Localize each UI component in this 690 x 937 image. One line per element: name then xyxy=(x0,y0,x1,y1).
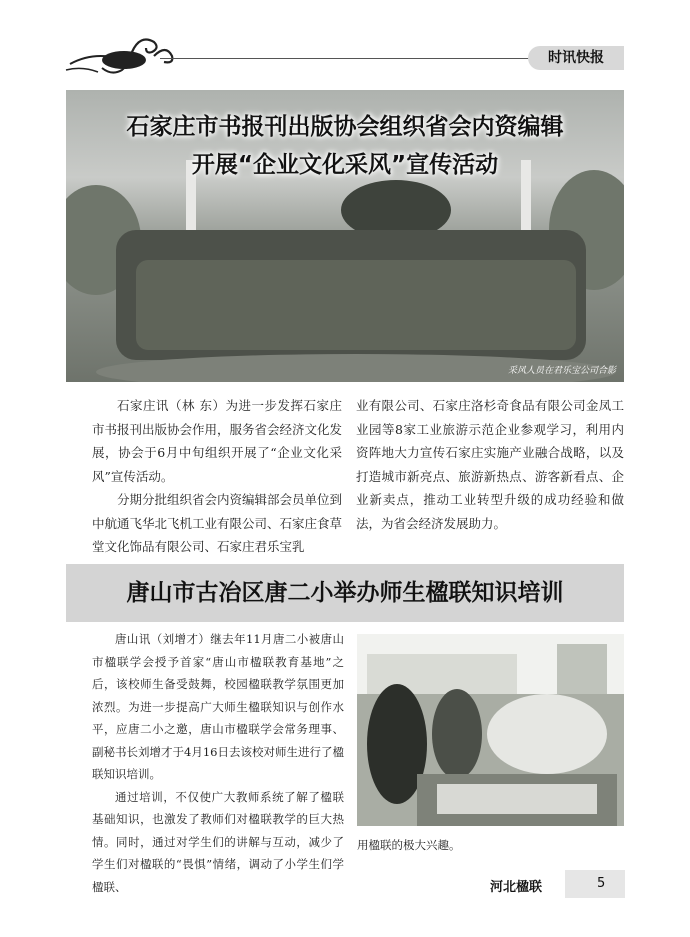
decorative-cloud-logo xyxy=(62,30,177,80)
page-number: 5 xyxy=(597,876,606,891)
section-label: 时讯快报 xyxy=(528,46,624,70)
article1-headline-line1: 石家庄市书报刊出版协会组织省会内资编辑 xyxy=(126,114,564,140)
article1-paragraph: 分期分批组织省会内资编辑部会员单位到中航通飞华北飞机工业有限公司、石家庄食草堂文化饰品有限公司、石家庄君乐宝乳 xyxy=(92,492,343,554)
article1-paragraph: 业有限公司、石家庄洛杉奇食品有限公司金凤工业园等8家工业旅游示范企业参观学习，利用内资阵地大力宣传石家庄实施产业融合战略，以及打造城市新亮点、旅游新热点、游客新看点、企业新卖点，推动工业转型升级的成功经验和做法，为省会经济发展助力。 xyxy=(356,398,624,531)
article2-paragraph: 通过培训，不仅使广大教师系统了解了楹联基础知识，也激发了教师们对楹联教学的巨大热情。同时，通过对学生们的讲解与互动，减少了学生们对楹联的“畏惧”情绪，调动了小学生们学楹联、 xyxy=(92,789,344,894)
article2-column-left xyxy=(92,628,344,898)
article1-paragraph: 石家庄讯（林 东）为进一步发挥石家庄市书报刊出版协会作用，服务省会经济文化发展，协会于6月中旬组织开展了“企业文化采风”宣传活动。 xyxy=(92,398,343,484)
photo-caption: 采风人员在君乐宝公司合影 xyxy=(507,366,616,376)
article1-headline xyxy=(66,108,624,184)
article1-column-left xyxy=(92,394,342,559)
article2-paragraph: 用楹联的极大兴趣。 xyxy=(357,838,461,852)
article1-headline-line2: 开展“企业文化采风”宣传活动 xyxy=(191,152,499,178)
article1-column-right xyxy=(356,394,624,535)
header-divider xyxy=(160,58,560,59)
magazine-name: 河北楹联 xyxy=(490,880,543,895)
page-number-tab xyxy=(565,870,625,898)
classroom-photo-scene xyxy=(357,634,624,826)
classroom-photo xyxy=(357,634,624,826)
group-photo xyxy=(66,90,624,382)
article2-paragraph: 唐山讯（刘增才）继去年11月唐二小被唐山市楹联学会授予首家“唐山市楹联教育基地”之后，该校师生备受鼓舞，校园楹联教学氛围更加浓烈。为进一步提高广大师生楹联知识与创作水平，应唐二小之邀，唐山市楹联学会常务理事、副秘书长刘增才于4月16日去该校对师生进行了楹联知识培训。 xyxy=(92,632,344,781)
article2-headline: 唐山市古冶区唐二小举办师生楹联知识培训 xyxy=(66,564,624,622)
article2-continuation xyxy=(357,834,624,856)
